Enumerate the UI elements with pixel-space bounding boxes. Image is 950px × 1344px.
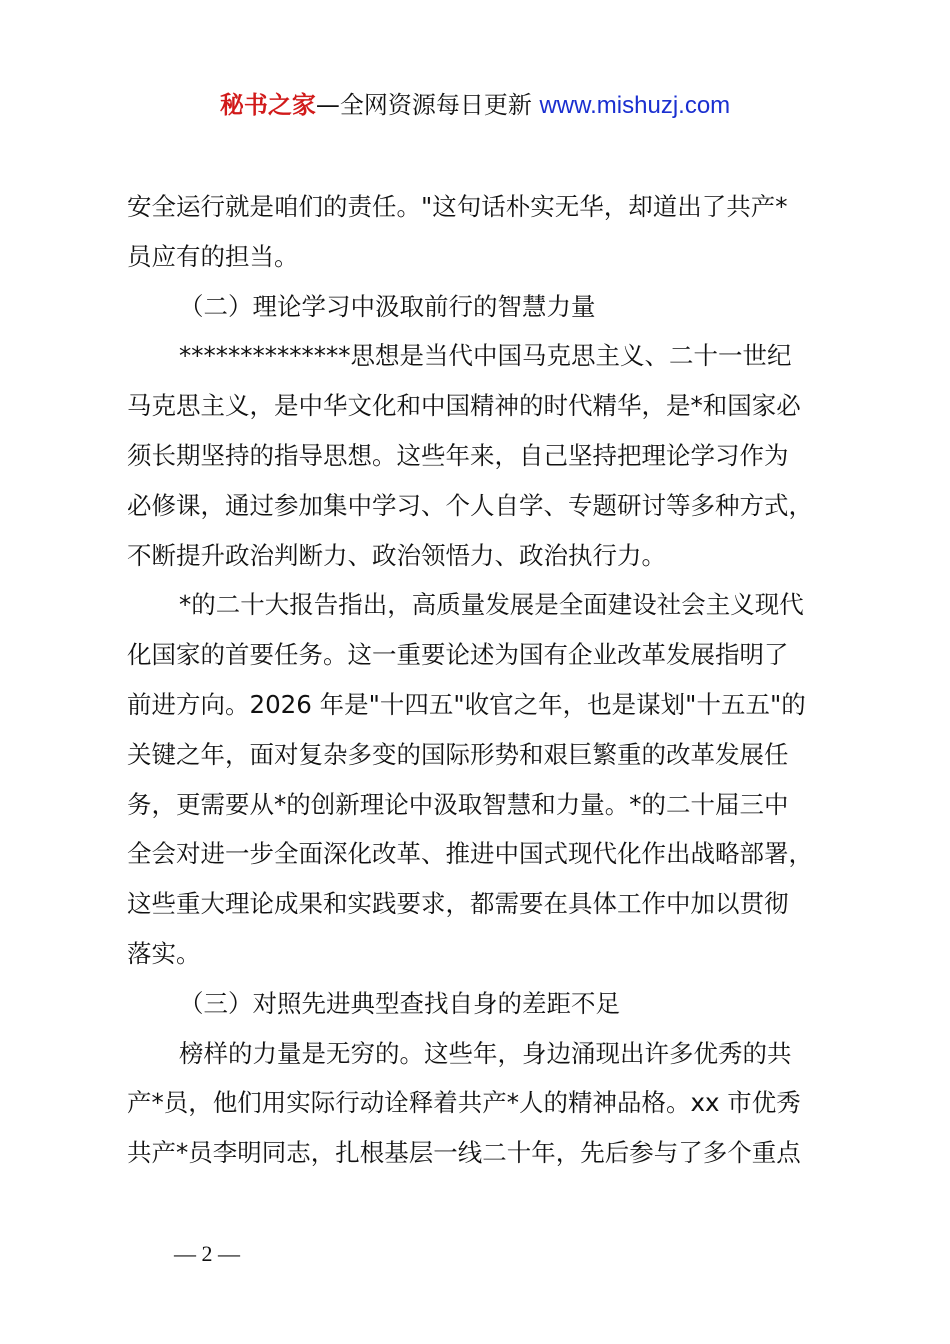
text-line: 落实。	[127, 938, 201, 968]
section-heading: （二）理论学习中汲取前行的智慧力量	[179, 291, 596, 321]
site-header	[0, 88, 950, 123]
text-line: **************思想是当代中国马克思主义、二十一世纪	[179, 341, 792, 371]
text-line: 产*员，他们用实际行动诠释着共产*人的精神品格。xx 市优秀	[127, 1088, 801, 1118]
text-line: 共产*员李明同志，扎根基层一线二十年，先后参与了多个重点	[127, 1138, 801, 1168]
text-line: 须长期坚持的指导思想。这些年来，自己坚持把理论学习作为	[127, 440, 789, 470]
text-line: 全会对进一步全面深化改革、推进中国式现代化作出战略部署，	[127, 839, 813, 869]
text-line: 前进方向。2026 年是"十四五"收官之年，也是谋划"十五五"的	[127, 689, 806, 719]
text-line: 马克思主义，是中华文化和中国精神的时代精华，是*和国家必	[127, 391, 801, 421]
text-line: 不断提升政治判断力、政治领悟力、政治执行力。	[127, 540, 666, 570]
site-url[interactable]: www.mishuzj.com	[539, 92, 731, 119]
text-line: 化国家的首要任务。这一重要论述为国有企业改革发展指明了	[127, 640, 789, 670]
text-line: 员应有的担当。	[127, 241, 299, 271]
text-line: *的二十大报告指出，高质量发展是全面建设社会主义现代	[179, 590, 804, 620]
text-line: 必修课，通过参加集中学习、个人自学、专题研讨等多种方式，	[127, 490, 813, 520]
page-number: — 2 —	[174, 1241, 240, 1266]
text-line: 榜样的力量是无穷的。这些年，身边涌现出许多优秀的共	[179, 1038, 792, 1068]
section-heading: （三）对照先进典型查找自身的差距不足	[179, 988, 620, 1018]
text-line: 务，更需要从*的创新理论中汲取智慧和力量。*的二十届三中	[127, 789, 789, 819]
text-line: 这些重大理论成果和实践要求，都需要在具体工作中加以贯彻	[127, 889, 789, 919]
brand-name: 秘书之家	[219, 91, 316, 119]
text-line: 关键之年，面对复杂多变的国际形势和艰巨繁重的改革发展任	[127, 739, 789, 769]
document-body	[127, 182, 833, 1178]
text-line: 安全运行就是咱们的责任。"这句话朴实无华，却道出了共产*	[127, 192, 788, 221]
header-tagline: —全网资源每日更新	[315, 91, 532, 119]
